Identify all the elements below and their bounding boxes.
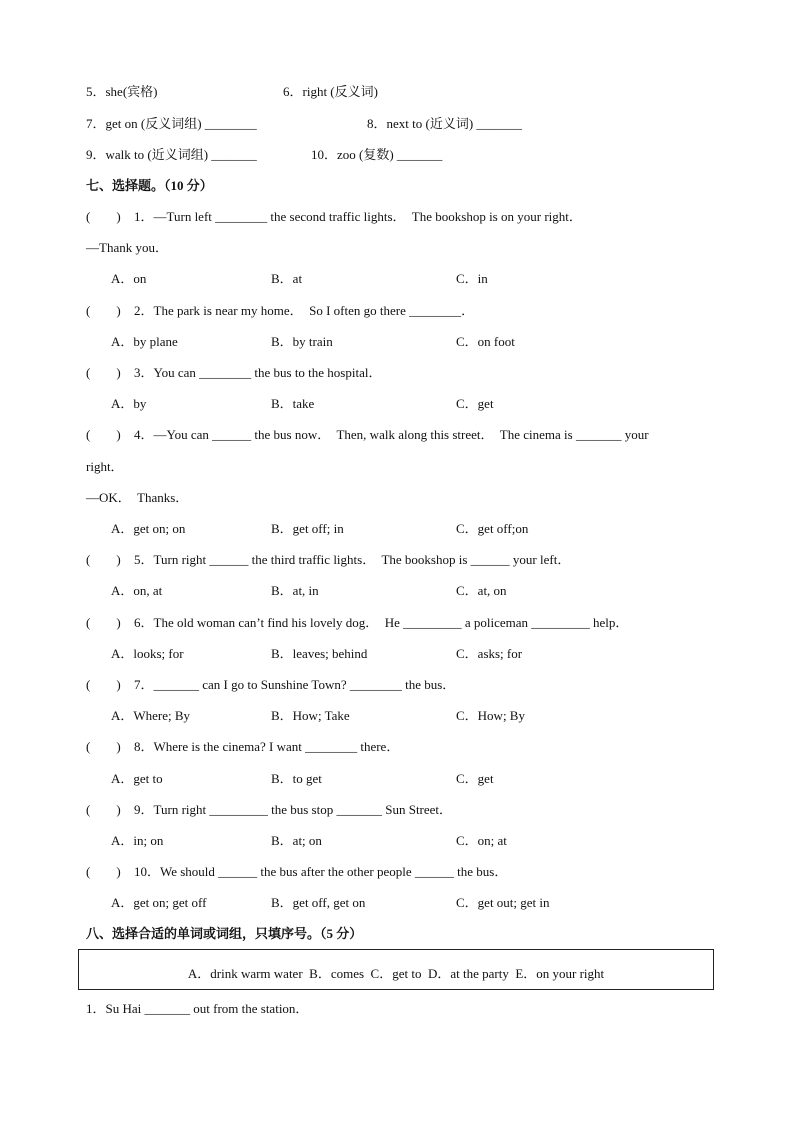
q6-option-c: C．asks; for [456,646,523,661]
q3-option-c: C．get [456,396,494,411]
q1-option-a: A．on [111,271,147,286]
vocab-item-9: 9．walk to (近义词组) _______ [86,147,257,162]
q10-option-a: A．get on; get off [111,895,207,910]
q2-option-c: C．on foot [456,334,515,349]
question-7: 7．_______ can I go to Sunshine Town? ________ the bus． [134,677,456,692]
question-2: 2．The park is near my home． So I often go there ________． [134,303,475,318]
answer-paren-q8[interactable]: ( ) [86,739,121,754]
q3-option-b: B．take [271,396,315,411]
question-9: 9．Turn right _________ the bus stop _______ Sun Street． [134,802,453,817]
q7-option-a: A．Where; By [111,708,191,723]
vocab-item-10: 10．zoo (复数) _______ [311,147,443,162]
question-1-reply: —Thank you． [86,240,168,255]
q9-option-c: C．on; at [456,833,507,848]
question-10: 10．We should ______ the bus after the other people ______ the bus． [134,864,508,879]
q8-option-a: A．get to [111,771,163,786]
q4-option-a: A．get on; on [111,521,186,536]
q1-option-b: B．at [271,271,303,286]
section8-title: 八、选择合适的单词或词组，只填序号。（5 分） [86,926,363,941]
q4-option-b: B．get off; in [271,521,344,536]
answer-paren-q2[interactable]: ( ) [86,303,121,318]
q8-option-c: C．get [456,771,494,786]
vocab-item-8: 8．next to (近义词) _______ [367,116,522,131]
question-1: 1．—Turn left ________ the second traffic lights． The bookshop is on your right． [134,209,582,224]
q1-option-c: C．in [456,271,488,286]
question-4-reply: —OK． Thanks． [86,490,189,505]
q7-option-b: B．How; Take [271,708,350,723]
q7-option-c: C．How; By [456,708,525,723]
q2-option-a: A．by plane [111,334,178,349]
answer-paren-q5[interactable]: ( ) [86,552,121,567]
q5-option-a: A．on, at [111,583,163,598]
section8-item-1: 1．Su Hai _______ out from the station． [86,1001,309,1016]
q10-option-c: C．get out; get in [456,895,550,910]
q8-option-b: B．to get [271,771,322,786]
question-4-continued: right． [86,459,124,474]
answer-paren-q1[interactable]: ( ) [86,209,121,224]
q5-option-b: B．at, in [271,583,319,598]
q6-option-b: B．leaves; behind [271,646,368,661]
answer-paren-q10[interactable]: ( ) [86,864,121,879]
answer-paren-q4[interactable]: ( ) [86,427,121,442]
answer-paren-q6[interactable]: ( ) [86,615,121,630]
question-4: 4．—You can ______ the bus now． Then, walk along this street． The cinema is _______ your [134,427,649,442]
q9-option-b: B．at; on [271,833,322,848]
question-5: 5．Turn right ______ the third traffic lights． The bookshop is ______ your left． [134,552,571,567]
answer-paren-q9[interactable]: ( ) [86,802,121,817]
q2-option-b: B．by train [271,334,333,349]
q6-option-a: A．looks; for [111,646,184,661]
q4-option-c: C．get off;on [456,521,529,536]
answer-paren-q3[interactable]: ( ) [86,365,121,380]
question-3: 3．You can ________ the bus to the hospital． [134,365,382,380]
q5-option-c: C．at, on [456,583,507,598]
q9-option-a: A．in; on [111,833,164,848]
question-8: 8．Where is the cinema? I want ________ there． [134,739,400,754]
question-6: 6．The old woman can’t find his lovely dog． He _________ a policeman _________ help． [134,615,629,630]
section7-title: 七、选择题。（10 分） [86,178,213,193]
word-bank-text: A．drink warm water B．comes C．get to D．at the party E．on your right [187,966,605,981]
word-bank-box [78,949,714,990]
answer-paren-q7[interactable]: ( ) [86,677,121,692]
q3-option-a: A．by [111,396,147,411]
q10-option-b: B．get off, get on [271,895,366,910]
vocab-item-6: 6．right (反义词) [283,84,378,99]
vocab-item-7: 7．get on (反义词组) ________ [86,116,257,131]
vocab-item-5: 5．she(宾格) [86,84,158,99]
